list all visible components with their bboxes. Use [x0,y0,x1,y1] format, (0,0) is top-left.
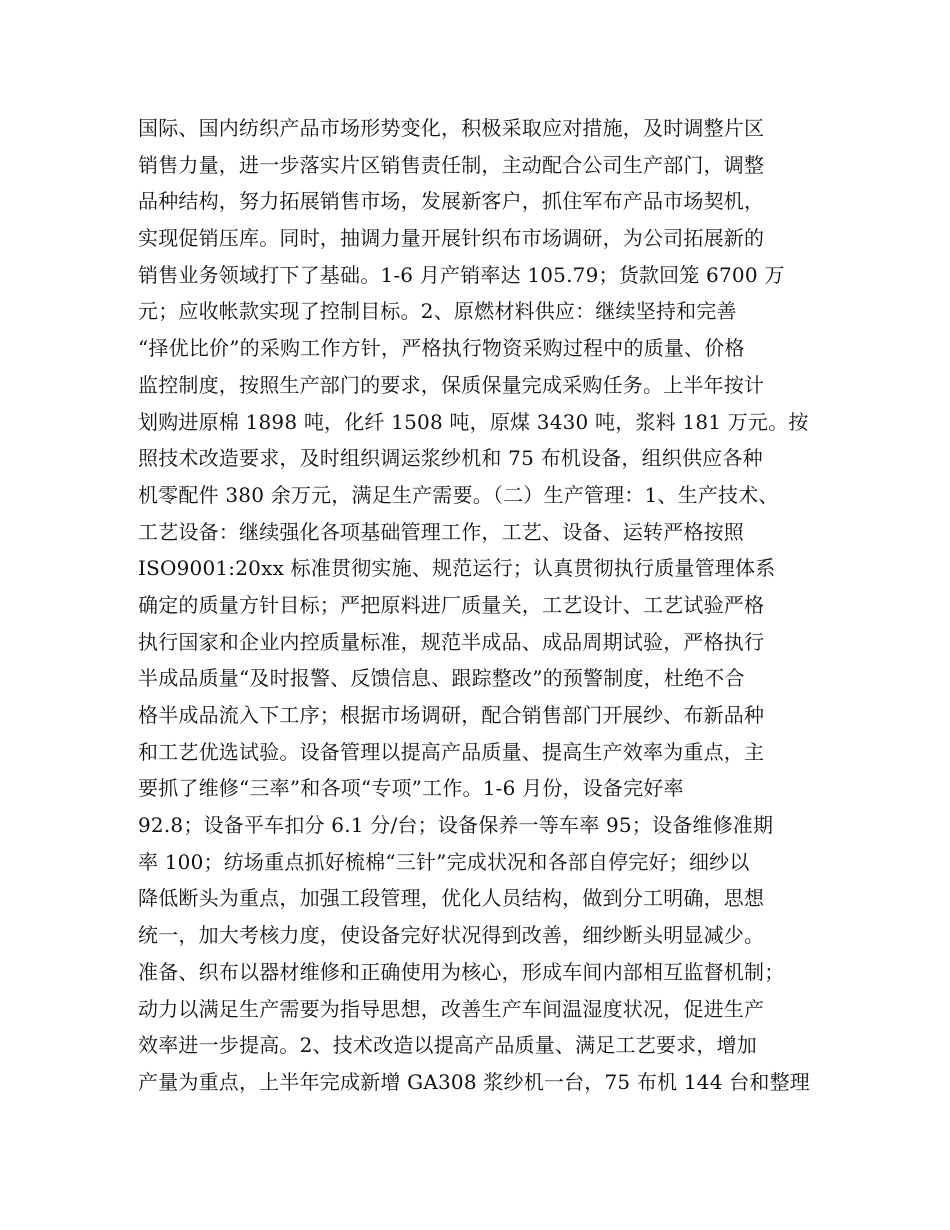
text-line: 率 100；纺场重点抓好梳棉“三针”完成状况和各部自停完好；细纱以 [138,849,750,874]
text-line: 机零配件 380 余万元，满足生产需要。（二）生产管理：1、生产技术、 [138,482,779,507]
text-line: 销售力量，进一步落实片区销售责任制，主动配合公司生产部门，调整 [138,152,765,177]
text-line: 产量为重点，上半年完成新增 GA308 浆纱机一台，75 布机 144 台和整理 [138,1069,811,1094]
text-line: 国际、国内纺织产品市场形势变化，积极采取应对措施，及时调整片区 [138,116,765,140]
text-line: 效率进一步提高。2、技术改造以提高产品质量、满足工艺要求，增加 [138,1033,757,1058]
text-line: ISO9001:20xx 标准贯彻实施、规范运行；认真贯彻执行质量管理体系 [138,556,776,581]
text-line: 销售业务领域打下了基础。1-6 月产销率达 105.79；货款回笼 6700 万 [138,262,785,287]
text-line: 元；应收帐款实现了控制目标。2、原燃材料供应：继续坚持和完善 [138,299,737,324]
text-line: 统一，加大考核力度，使设备完好状况得到改善，细纱断头明显减少。 [138,923,765,948]
text-line: 执行国家和企业内控质量标准，规范半成品、成品周期试验，严格执行 [138,629,765,654]
text-line: 降低断头为重点，加强工段管理，优化人员结构，做到分工明确，思想 [138,886,765,911]
text-line: 品种结构，努力拓展销售市场，发展新客户，抓住军布产品市场契机， [138,189,765,214]
text-line: 确定的质量方针目标；严把原料进厂质量关，工艺设计、工艺试验严格 [138,592,765,617]
text-line: 准备、织布以器材维修和正确使用为核心，形成车间内部相互监督机制； [138,959,785,984]
text-line: 92.8；设备平车扣分 6.1 分/台；设备保养一等车率 95；设备维修准期 [138,813,774,838]
text-line: 和工艺优选试验。设备管理以提高产品质量、提高生产效率为重点，主 [138,739,765,764]
text-line: 照技术改造要求，及时组织调运浆纱机和 75 布机设备，组织供应各种 [138,446,763,471]
text-line: 要抓了维修“三率”和各项“专项”工作。1-6 月份，设备完好率 [138,776,684,801]
text-line: 划购进原棉 1898 吨，化纤 1508 吨，原煤 3430 吨，浆料 181 万元。按 [138,409,809,434]
text-line: 动力以满足生产需要为指导思想，改善生产车间温湿度状况，促进生产 [138,996,765,1021]
body-text [138,110,818,1101]
text-line: 实现促销压库。同时，抽调力量开展针织布市场调研，为公司拓展新的 [138,226,765,251]
text-line: 工艺设备：继续强化各项基础管理工作，工艺、设备、运转严格按照 [138,519,744,544]
text-line: 监控制度，按照生产部门的要求，保质保量完成采购任务。上半年按计 [138,372,765,397]
text-line: “择优比价”的采购工作方针，严格执行物资采购过程中的质量、价格 [138,336,745,361]
text-line: 半成品质量“及时报警、反馈信息、跟踪整改”的预警制度，杜绝不合 [138,666,745,691]
text-line: 格半成品流入下工序；根据市场调研，配合销售部门开展纱、布新品种 [138,703,765,727]
